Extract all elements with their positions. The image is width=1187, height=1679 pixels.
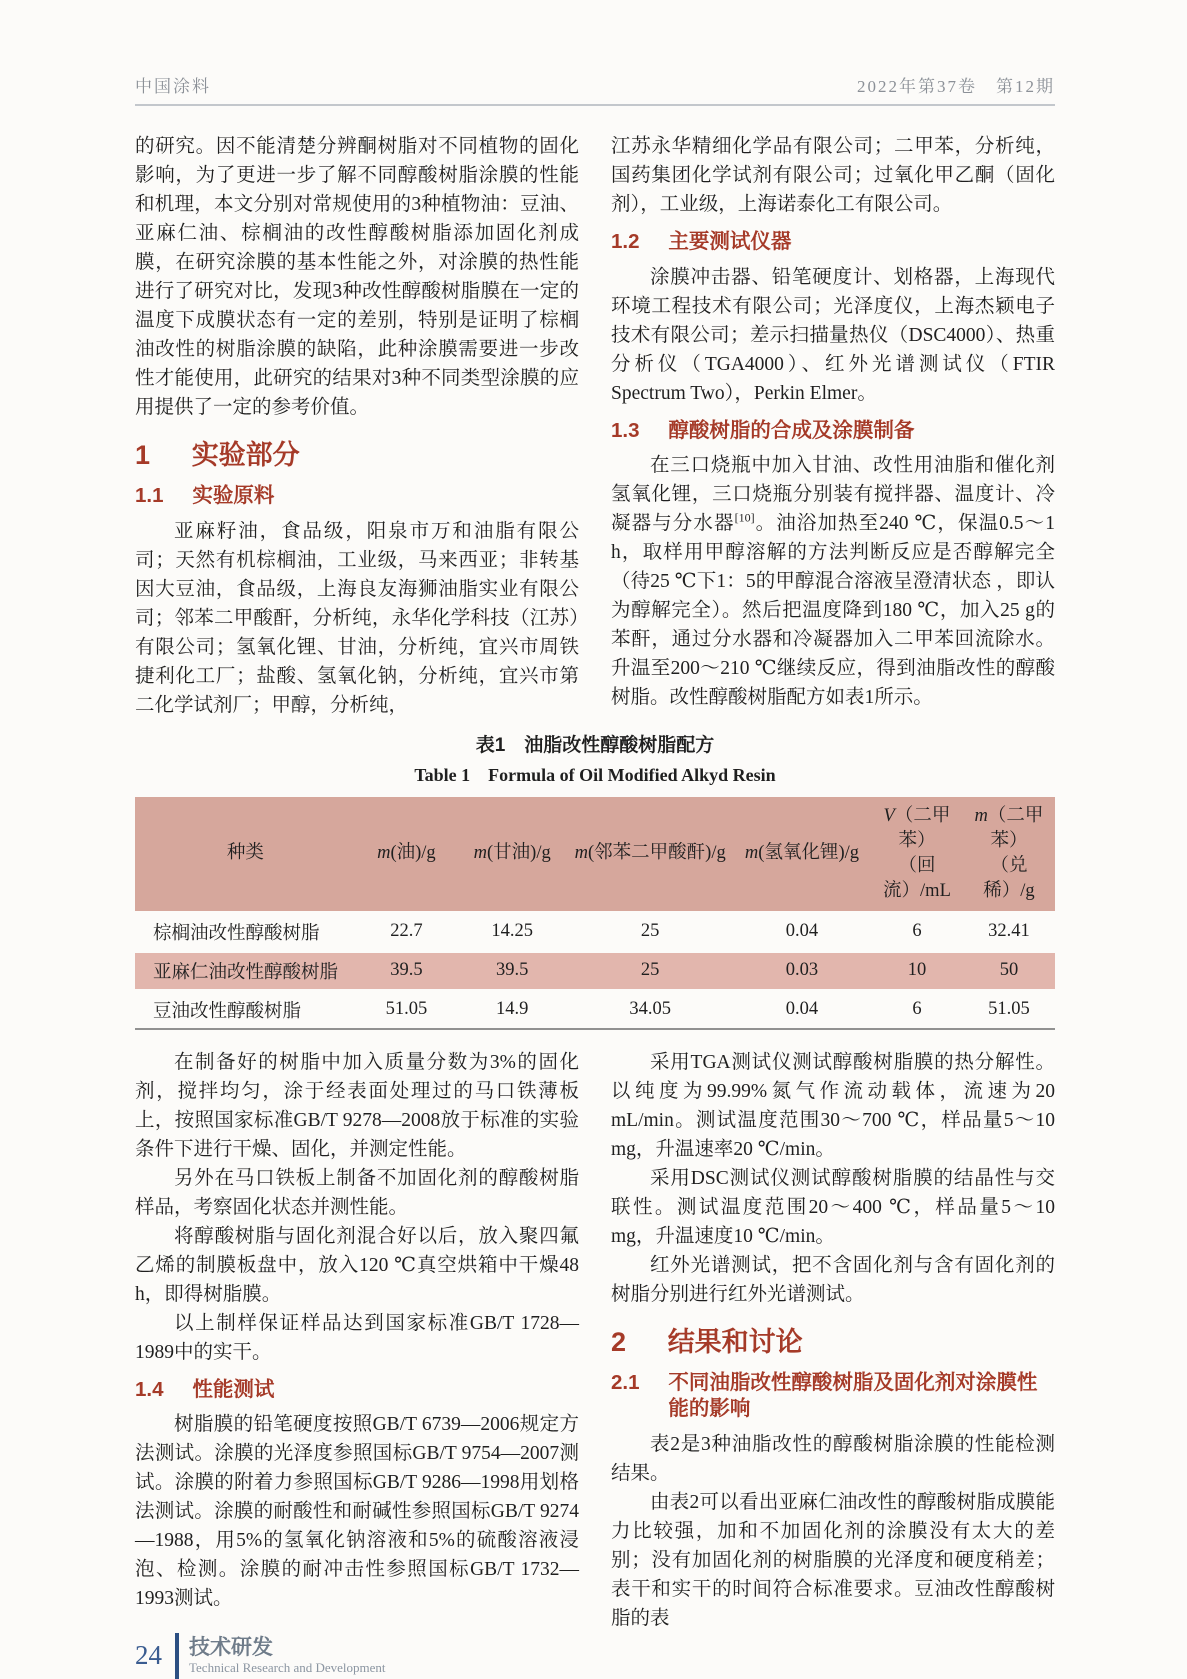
paragraph-instruments: 涂膜冲击器、铅笔硬度计、划格器，上海现代环境工程技术有限公司；光泽度仪，上海杰颖电子技术有限公司；差示扫描量热仪（DSC4000）、热重分析仪（TGA4000）、红外光谱测试仪（FTIR Spectrum Two），Perkin Elmer。 [611, 266, 1055, 404]
paragraph-ftir: 红外光谱测试，把不含固化剂与含有固化剂的树脂分别进行红外光谱测试。 [611, 1254, 1055, 1305]
paragraph-intro-continuation: 的研究。因不能清楚分辨酮树脂对不同植物的固化影响，为了更进一步了解不同醇酸树脂涂膜的性能和机理，本文分别对常规使用的3种植物油：豆油、亚麻仁油、棕榈油的改性醇酸树脂添加固化剂成膜，在研究涂膜的基本性能之外，对涂膜的热性能进行了研究对比，发现3种改性醇酸树脂膜在一定的温度下成膜状态有一定的差别，特别是证明了棕榈油改性的树脂涂膜的缺陷，此种涂膜需要进一步改性才能使用，此研究的结果对3种不同类型涂膜的应用提供了一定的参考价值。 [135, 136, 579, 418]
subsection-title: 不同油脂改性醇酸树脂及固化剂对涂膜性能的影响 [668, 1370, 1038, 1421]
subsection-heading-1-1 [135, 483, 579, 510]
table-row-linseed-oil: 亚麻仁油改性醇酸树脂 39.5 39.5 25 0.03 10 50 [135, 951, 1055, 990]
subsection-title: 实验原料 [192, 484, 275, 508]
column-header-xylene-reflux: V（二甲苯） （回流）/mL [871, 797, 963, 912]
subsection-number: 1.3 [611, 418, 640, 442]
footer-section [189, 1635, 386, 1677]
subsection-title: 醇酸树脂的合成及涂膜制备 [668, 418, 915, 442]
table-title-zh: 表1 油脂改性醇酸树脂配方 [475, 734, 715, 756]
lower-two-columns [135, 1048, 1055, 1633]
paragraph-film-prep-3: 将醇酸树脂与固化剂混合好以后，放入聚四氟乙烯的制膜板盘中，放入120 ℃真空烘箱中干燥48 h，即得树脂膜。 [135, 1225, 579, 1305]
issue-info: 2022年第37卷 第12期 [857, 77, 1055, 96]
synthesis-text-2: 。油浴加热至240 ℃，保温0.5～1 h，取样用甲醇溶解的方法判断反应是否醇解完全（待25 ℃下1：5的甲醇混合溶液呈澄清状态 ，即认为醇解完全）。然后把温度降到180 ℃，加入25 g的苯酐，通过分水器和冷凝器加入二甲苯回流除水。升温至200～210 ℃继续反应，得到油脂改性的醇酸树脂。改性醇酸树脂配方如表1所示。 [611, 513, 1055, 709]
table-1-block [135, 730, 1055, 1030]
column-header-lioh: m(氢氧化锂)/g [733, 797, 871, 912]
paragraph-film-prep-4: 以上制样保证样品达到国家标准GB/T 1728—1989中的实干。 [135, 1312, 579, 1363]
subsection-heading-1-4 [135, 1377, 579, 1404]
subsection-number: 1.4 [135, 1377, 164, 1401]
paragraph-synthesis [611, 451, 1055, 712]
page-footer [135, 1633, 1055, 1679]
table-row-palm-oil: 棕榈油改性醇酸树脂 22.7 14.25 25 0.04 6 32.41 [135, 912, 1055, 951]
right-column-top [611, 132, 1055, 720]
formula-table [135, 797, 1055, 1030]
running-head [135, 72, 1055, 106]
footer-divider-bar [175, 1633, 179, 1679]
column-header-xylene-dilute: m（二甲苯） （兑稀）/g [963, 797, 1055, 912]
subsection-title: 性能测试 [192, 1377, 275, 1401]
journal-name: 中国涂料 [135, 77, 211, 96]
column-header-phthalic-anhydride: m(邻苯二甲酸酐)/g [567, 797, 733, 912]
paragraph-film-prep-1: 在制备好的树脂中加入质量分数为3%的固化剂，搅拌均匀，涂于经表面处理过的马口铁薄板上，按照国家标准GB/T 9278—2008放于标准的实验条件下进行干燥、固化，并测定性能。 [135, 1051, 579, 1160]
citation-ref-10: [10] [734, 510, 755, 525]
paragraph-tga: 采用TGA测试仪测试醇酸树脂膜的热分解性。以纯度为99.99%氮气作流动载体，流速为20 mL/min。测试温度范围30～700 ℃，样品量5～10 mg，升温速率20 ℃/min。 [611, 1051, 1055, 1160]
subsection-number: 2.1 [611, 1370, 640, 1394]
subsection-number: 1.2 [611, 230, 640, 253]
paragraph-materials: 亚麻籽油，食品级，阳泉市万和油脂有限公司；天然有机棕榈油，工业级，马来西亚；非转基因大豆油，食品级，上海良友海狮油脂实业有限公司；邻苯二甲酸酐，分析纯，永华化学科技（江苏）有限公司；氢氧化锂、甘油，分析纯，宜兴市周铁捷利化工厂；盐酸、氢氧化钠，分析纯，宜兴市第二化学试剂厂；甲醇，分析纯， [135, 520, 579, 716]
footer-section-zh: 技术研发 [189, 1635, 273, 1659]
section-title: 实验部分 [191, 440, 300, 470]
upper-two-columns [135, 132, 1055, 720]
table-title-en: Table 1 Formula of Oil Modified Alkyd Resin [414, 764, 776, 785]
subsection-title: 主要测试仪器 [668, 230, 792, 253]
paragraph-materials-continuation: 江苏永华精细化学品有限公司；二甲苯，分析纯，国药集团化学试剂有限公司；过氧化甲乙酮（固化剂），工业级，上海诺泰化工有限公司。 [611, 136, 1055, 215]
section-title: 结果和讨论 [667, 1326, 803, 1357]
paragraph-performance-tests: 树脂膜的铅笔硬度按照GB/T 6739—2006规定方法测试。涂膜的光泽度参照国标GB/T 9754—2007测试。涂膜的附着力参照国标GB/T 9286—1998用划格法测试。涂膜的耐酸性和耐碱性参照国标GB/T 9274—1988，用5%的氢氧化钠溶液和5%的硫酸溶液浸泡、检测。涂膜的耐冲击性参照国标GB/T 1732—1993测试。 [135, 1414, 579, 1610]
subsection-heading-2-1 [611, 1370, 1055, 1423]
subsection-heading-1-3 [611, 418, 1055, 445]
column-header-type: 种类 [135, 797, 356, 912]
paragraph-results-2: 由表2可以看出亚麻仁油改性的醇酸树脂成膜能力比较强，加和不加固化剂的涂膜没有太大的差别；没有加固化剂的树脂膜的光泽度和硬度稍差；表干和实干的时间符合标准要求。豆油改性醇酸树脂的表 [611, 1491, 1055, 1629]
left-column-bottom [135, 1048, 579, 1633]
subsection-heading-1-2 [611, 229, 1055, 256]
footer-section-en: Technical Research and Development [189, 1660, 386, 1676]
column-header-oil: m(油)/g [356, 797, 457, 912]
section-number: 2 [611, 1326, 627, 1357]
paragraph-results-1: 表2是3种油脂改性的醇酸树脂涂膜的性能检测结果。 [611, 1433, 1055, 1484]
article-body [135, 132, 1055, 1633]
section-heading-1 [135, 440, 579, 471]
paragraph-film-prep-2: 另外在马口铁板上制备不加固化剂的醇酸树脂样品，考察固化状态并测性能。 [135, 1167, 579, 1218]
table-row-soybean-oil: 豆油改性醇酸树脂 51.05 14.9 34.05 0.04 6 51.05 [135, 990, 1055, 1029]
right-column-bottom [611, 1048, 1055, 1633]
paragraph-dsc: 采用DSC测试仪测试醇酸树脂膜的结晶性与交联性。测试温度范围20～400 ℃，样品量5～10 mg，升温速度10 ℃/min。 [611, 1167, 1055, 1247]
synthesis-text-1: 在三口烧瓶中加入甘油、改性用油脂和催化剂氢氧化锂，三口烧瓶分别装有搅拌器、温度计、冷凝器与分水器 [611, 455, 1055, 535]
page-number: 24 [135, 1640, 162, 1671]
column-header-glycerol: m(甘油)/g [457, 797, 567, 912]
left-column-top [135, 132, 579, 720]
subsection-number: 1.1 [135, 484, 164, 508]
section-heading-2 [611, 1327, 1055, 1358]
section-number: 1 [135, 440, 151, 470]
table-header-row [135, 797, 1055, 912]
